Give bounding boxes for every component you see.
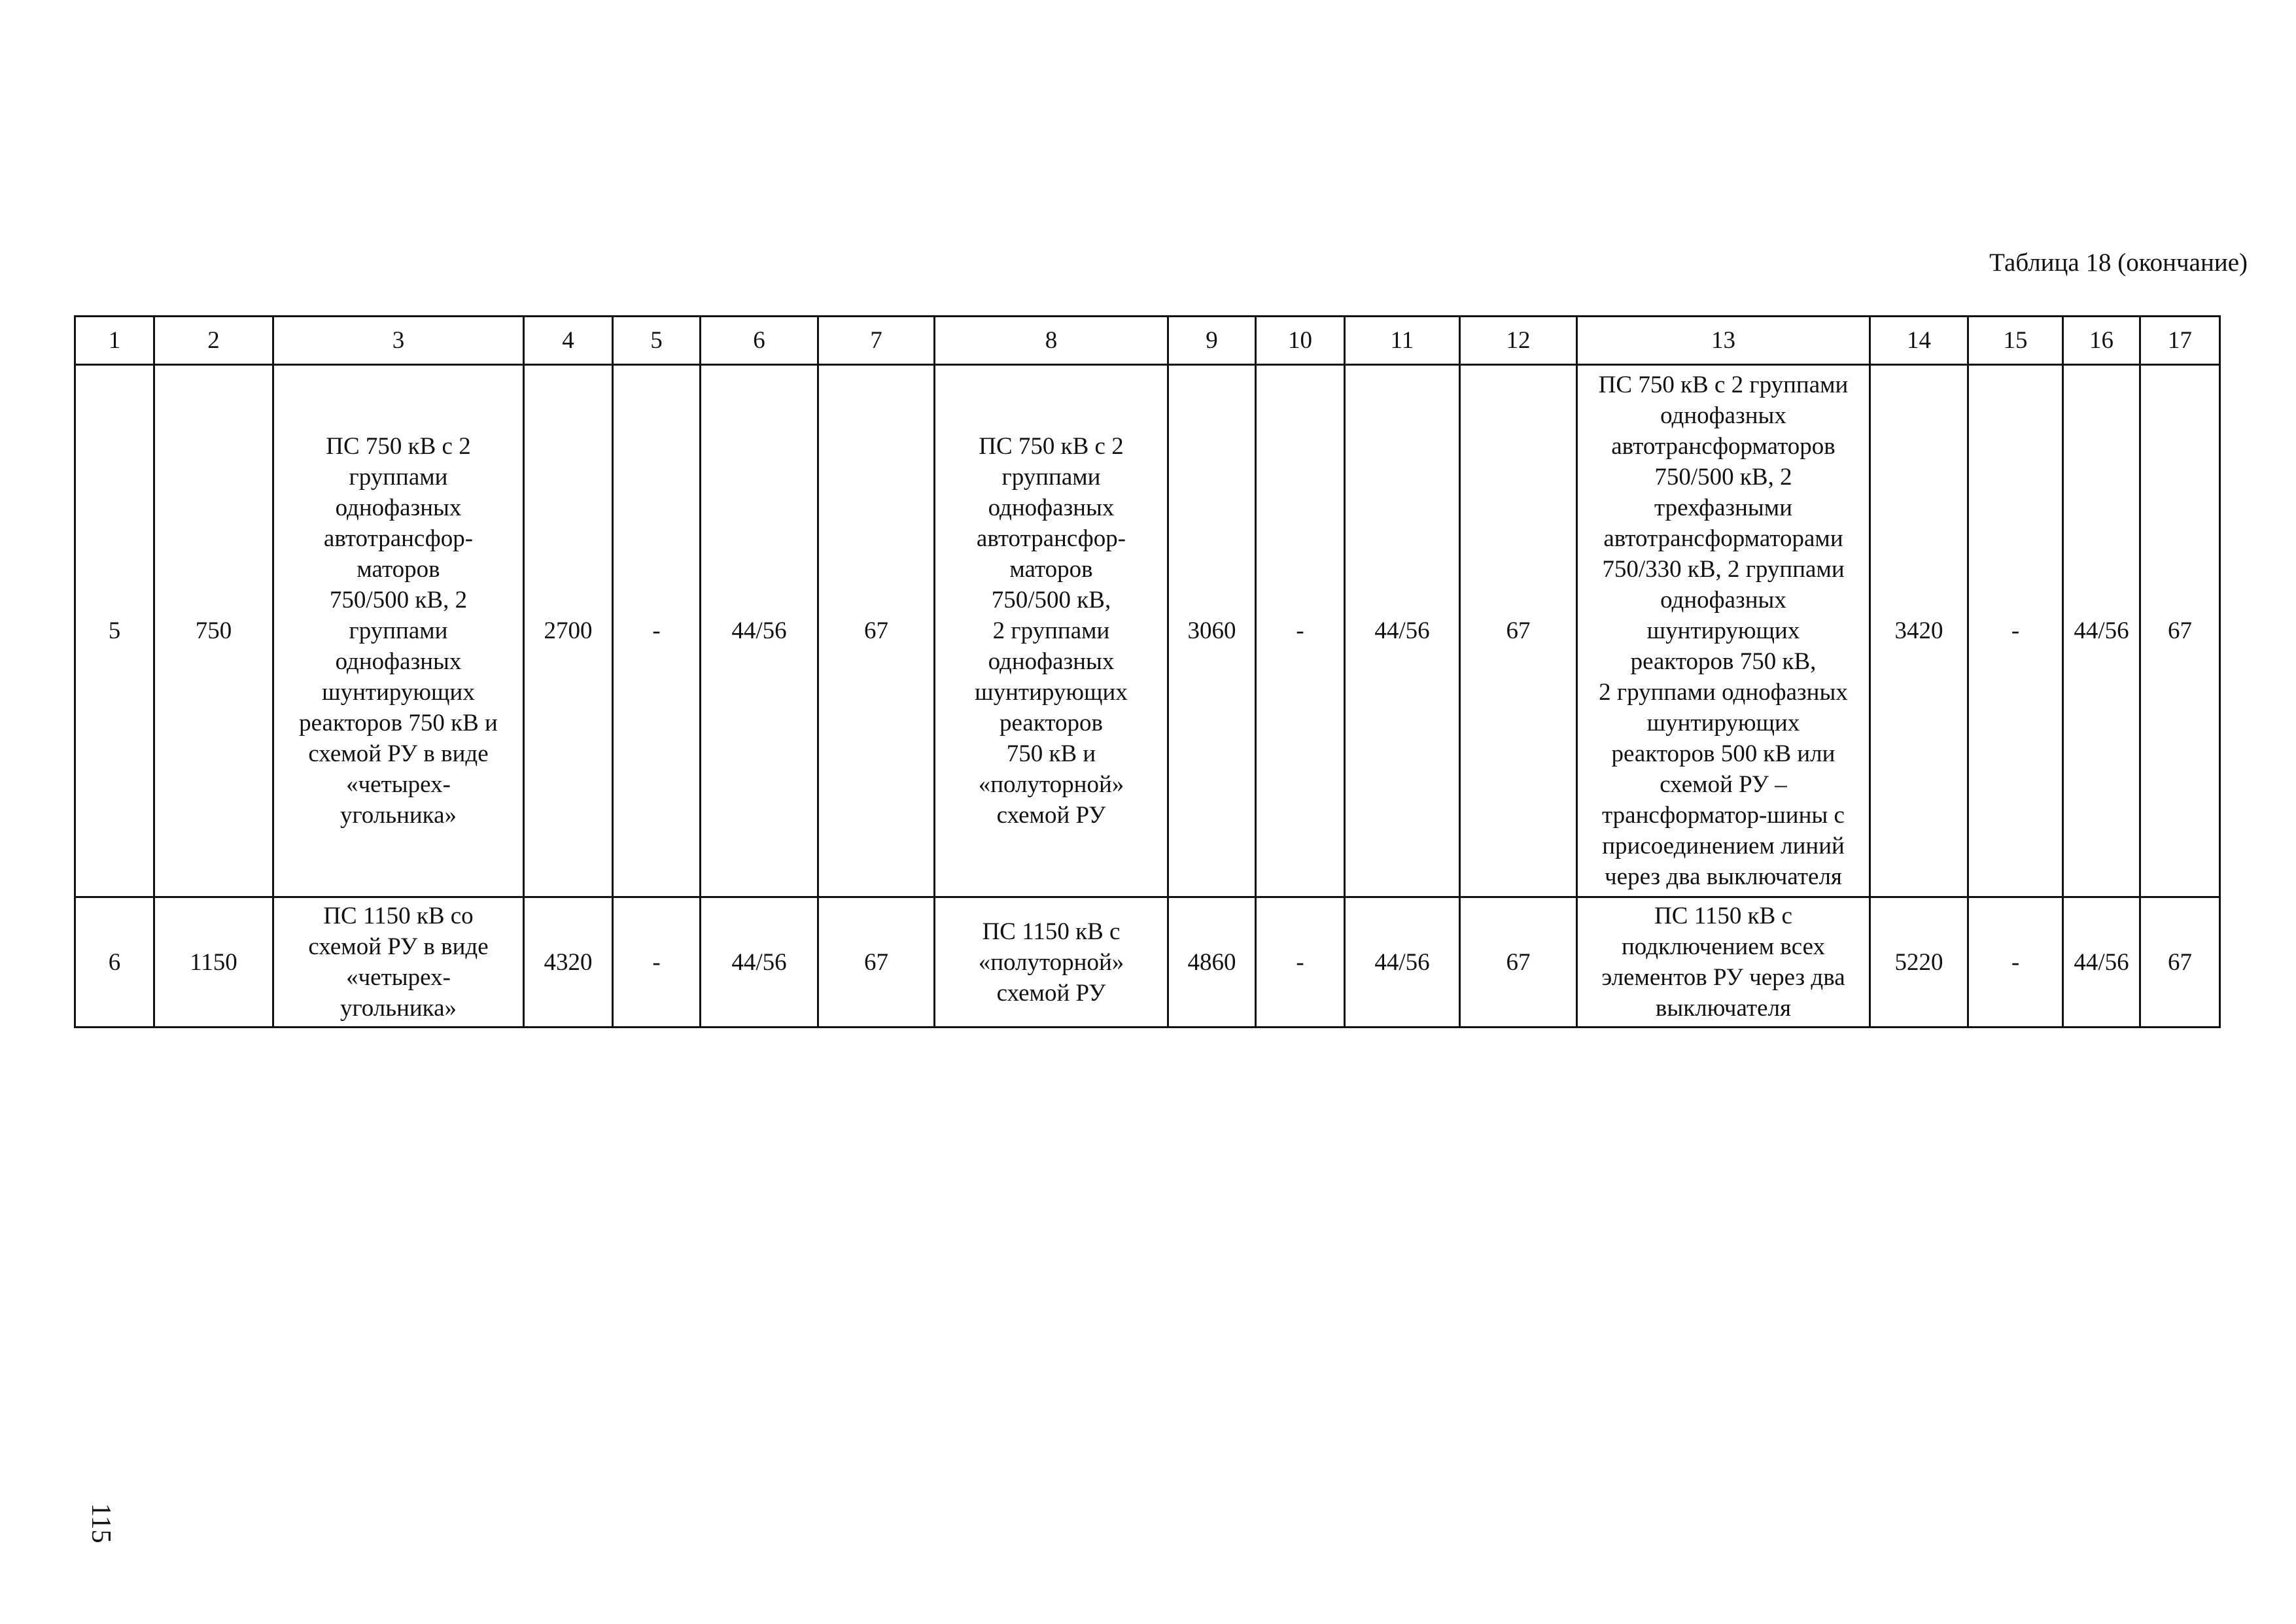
table-cell: ПС 750 кВ с 2 группами однофазных автотрансформаторов 750/500 кВ, 2 трехфазными автотрансформаторами 750/330 кВ, 2 группами однофазных шунтирующих реакторов 750 кВ, 2 группами однофазных шунтирующих реакторов 500 кВ или схемой РУ – трансформатор-шины с присоединением линий через два выключателя: [1577, 365, 1870, 897]
table-cell: 44/56: [1345, 365, 1460, 897]
table-row: [75, 897, 2220, 1028]
header-cell: 10: [1256, 317, 1345, 365]
table-cell: 44/56: [2063, 897, 2140, 1028]
table-cell: 5: [75, 365, 154, 897]
header-cell: 14: [1870, 317, 1968, 365]
table-cell: ПС 750 кВ с 2 группами однофазных автотрансфор- маторов 750/500 кВ, 2 группами однофазных шунтирующих реакторов 750 кВ и «полуторной» схемой РУ: [935, 365, 1168, 897]
table-cell: 67: [818, 365, 935, 897]
table-cell: 4860: [1168, 897, 1256, 1028]
page-number: 115: [86, 1503, 116, 1544]
data-table: [74, 315, 2221, 1028]
table-cell: 67: [2140, 897, 2220, 1028]
header-cell: 12: [1460, 317, 1577, 365]
table-cell: -: [1968, 897, 2063, 1028]
table-caption: Таблица 18 (окончание): [1989, 249, 2248, 277]
table-cell: -: [613, 365, 701, 897]
header-cell: 1: [75, 317, 154, 365]
header-cell: 7: [818, 317, 935, 365]
header-cell: 2: [154, 317, 273, 365]
header-cell: 11: [1345, 317, 1460, 365]
table-cell: ПС 1150 кВ с подключением всех элементов РУ через два выключателя: [1577, 897, 1870, 1028]
table-cell: -: [1256, 365, 1345, 897]
table-cell: 3060: [1168, 365, 1256, 897]
header-cell: 13: [1577, 317, 1870, 365]
table-row: [75, 365, 2220, 897]
table-cell: -: [1968, 365, 2063, 897]
table-cell: 6: [75, 897, 154, 1028]
table-cell: 67: [1460, 365, 1577, 897]
header-cell: 5: [613, 317, 701, 365]
table-cell: 44/56: [701, 897, 818, 1028]
header-cell: 16: [2063, 317, 2140, 365]
header-cell: 6: [701, 317, 818, 365]
table-cell: ПС 750 кВ с 2 группами однофазных автотрансфор- маторов 750/500 кВ, 2 группами однофазных шунтирующих реакторов 750 кВ и схемой РУ в виде «четырех- угольника»: [273, 365, 524, 897]
header-cell: 8: [935, 317, 1168, 365]
table-cell: 67: [818, 897, 935, 1028]
table-cell: 44/56: [701, 365, 818, 897]
table-cell: 1150: [154, 897, 273, 1028]
table-cell: ПС 1150 кВ с «полуторной» схемой РУ: [935, 897, 1168, 1028]
table-cell: -: [1256, 897, 1345, 1028]
table-cell: 2700: [524, 365, 613, 897]
table-cell: 3420: [1870, 365, 1968, 897]
table-cell: 67: [2140, 365, 2220, 897]
table-cell: 44/56: [2063, 365, 2140, 897]
table-cell: -: [613, 897, 701, 1028]
table-cell: 5220: [1870, 897, 1968, 1028]
table-cell: 44/56: [1345, 897, 1460, 1028]
header-cell: 17: [2140, 317, 2220, 365]
table-header-row: [75, 317, 2220, 365]
table-cell: 750: [154, 365, 273, 897]
table-cell: ПС 1150 кВ со схемой РУ в виде «четырех- угольника»: [273, 897, 524, 1028]
header-cell: 3: [273, 317, 524, 365]
header-cell: 4: [524, 317, 613, 365]
table-cell: 4320: [524, 897, 613, 1028]
table-cell: 67: [1460, 897, 1577, 1028]
header-cell: 15: [1968, 317, 2063, 365]
header-cell: 9: [1168, 317, 1256, 365]
